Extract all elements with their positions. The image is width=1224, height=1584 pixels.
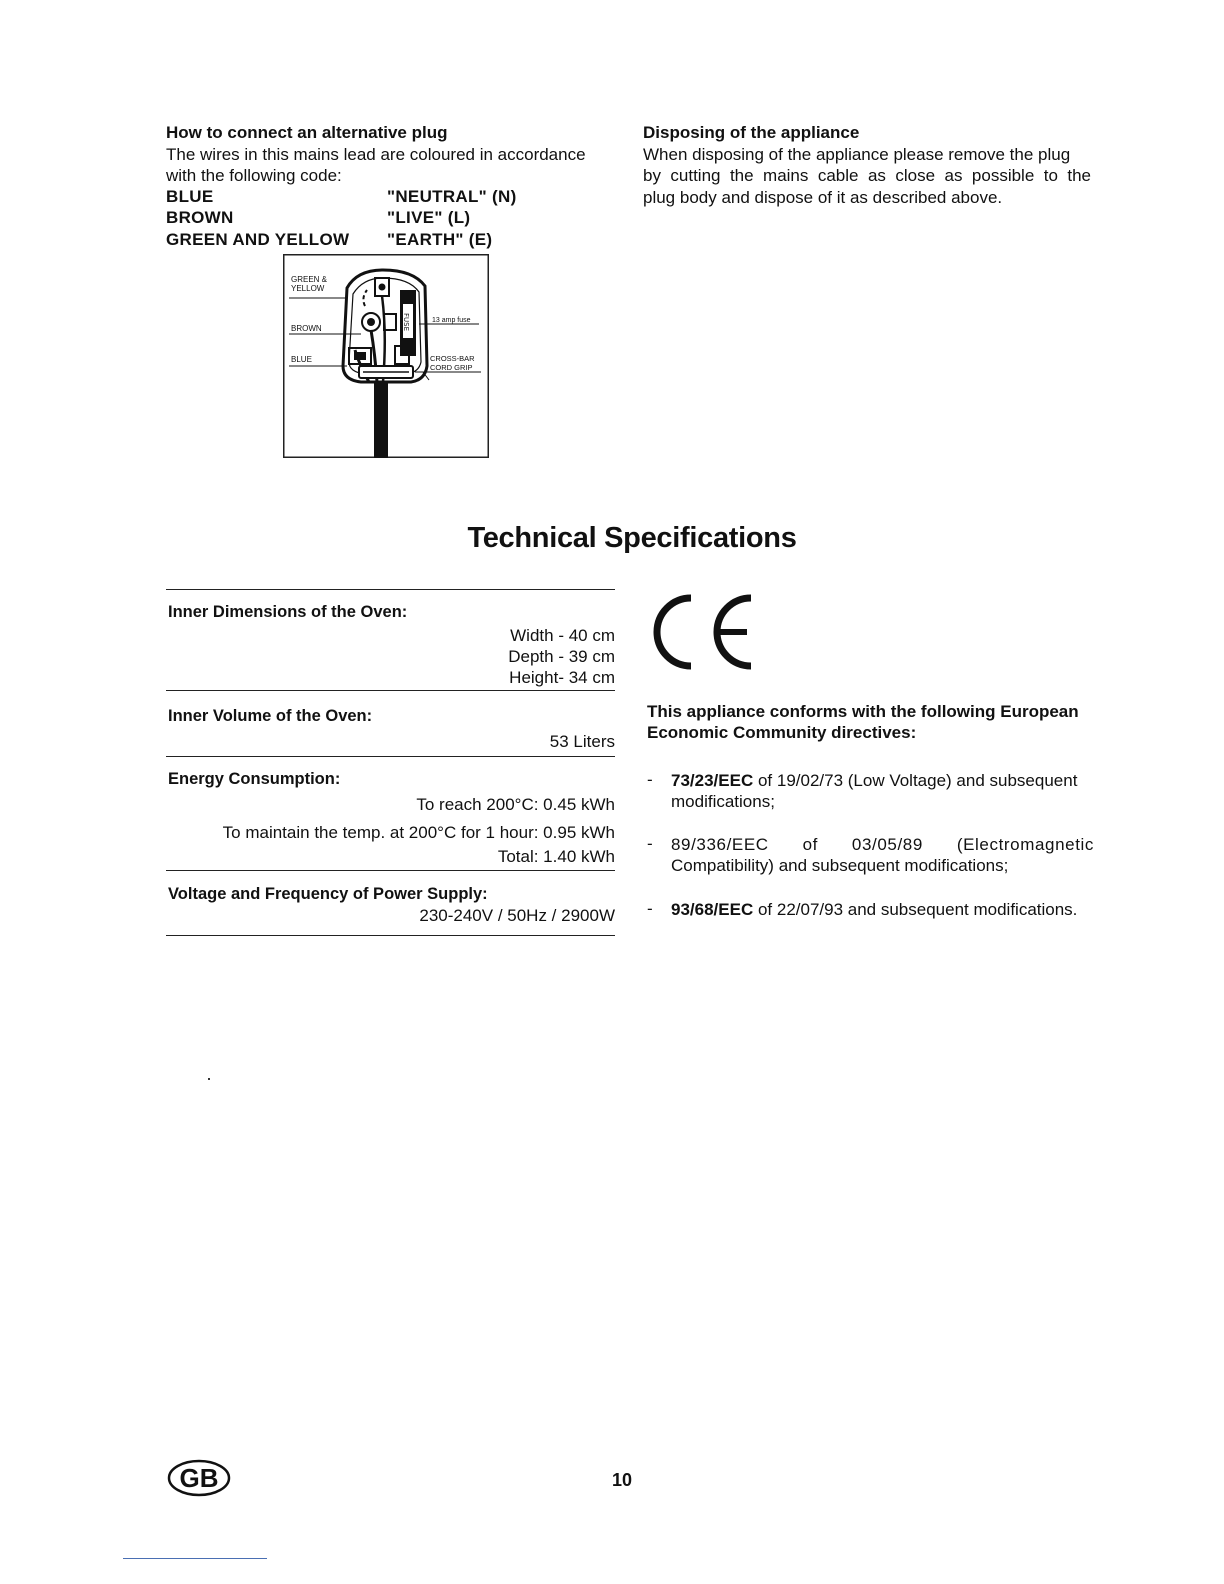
- country-badge: [167, 1459, 231, 1502]
- bottom-edge-line: [123, 1558, 267, 1559]
- spec-divider: [166, 690, 615, 691]
- bullet-marker: -: [647, 770, 653, 789]
- plug-intro-line2: with the following code:: [166, 166, 342, 185]
- wire-row-brown: [166, 208, 471, 228]
- directive-2-line1: 89/336/EEC of 03/05/89 (Electromagnetic: [671, 835, 1094, 854]
- page-number: 10: [612, 1470, 633, 1490]
- label-brown: BROWN: [291, 324, 322, 333]
- bullet-marker: -: [647, 834, 653, 853]
- wire-color: BLUE: [166, 187, 214, 206]
- spec-energy-heading: Energy Consumption:: [168, 770, 341, 788]
- disposal-line2: by cutting the mains cable as close as possible to the: [643, 166, 1091, 185]
- spec-width: Width - 40 cm: [510, 626, 615, 645]
- directive-1: [671, 770, 1094, 812]
- directive-3-rest: of 22/07/93 and subsequent modifications.: [753, 900, 1078, 919]
- wire-code: "NEUTRAL" (N): [387, 187, 517, 206]
- stray-dot: [208, 1078, 210, 1080]
- wire-color: BROWN: [166, 208, 234, 227]
- directive-1-line2: modifications;: [671, 792, 775, 811]
- label-fuse: 13 amp fuse: [432, 317, 471, 324]
- directive-3: [671, 899, 1094, 920]
- directive-2: [671, 834, 1094, 876]
- label-green-yellow-line1: GREEN &: [291, 275, 328, 284]
- plug-intro-line1: The wires in this mains lead are coloured in accordance: [166, 145, 586, 164]
- disposal-line3: plug body and dispose of it as described above.: [643, 188, 1003, 207]
- wire-row-blue: [166, 187, 517, 207]
- label-green-yellow-line2: YELLOW: [291, 284, 325, 293]
- directive-1-rest: of 19/02/73 (Low Voltage) and subsequent: [753, 771, 1078, 790]
- label-green-yellow: [291, 275, 327, 293]
- spec-divider: [166, 756, 615, 757]
- wire-row-green-yellow: [166, 230, 493, 250]
- directive-1-line1: [671, 770, 1094, 791]
- directive-1-code: 73/23/EEC: [671, 771, 754, 790]
- spec-divider: [166, 870, 615, 871]
- page-title: Technical Specifications: [467, 522, 797, 554]
- spec-height: Height- 34 cm: [509, 668, 615, 687]
- disposal-line1: When disposing of the appliance please remove the plug: [643, 145, 1071, 164]
- spec-energy-reach: To reach 200°C: 0.45 kWh: [416, 795, 615, 814]
- spec-power-heading: Voltage and Frequency of Power Supply:: [168, 885, 488, 903]
- spec-volume-heading: Inner Volume of the Oven:: [168, 707, 373, 725]
- wire-color: GREEN AND YELLOW: [166, 230, 350, 249]
- spec-divider: [166, 935, 615, 936]
- ce-mark-icon: [647, 590, 757, 679]
- ce-mark-text: [647, 590, 648, 591]
- plug-wiring-diagram: [283, 254, 489, 458]
- conformity-line2: Economic Community directives:: [647, 723, 917, 742]
- spec-volume: 53 Liters: [549, 732, 615, 751]
- directive-2-line2: Compatibility) and subsequent modifications;: [671, 856, 1009, 875]
- label-blue: BLUE: [291, 355, 312, 364]
- spec-energy-maintain: To maintain the temp. at 200°C for 1 hour: 0.95 kWh: [222, 823, 615, 842]
- spec-dimensions-heading: Inner Dimensions of the Oven:: [168, 603, 408, 621]
- wire-code: "EARTH" (E): [387, 230, 493, 249]
- svg-text:FUSE: FUSE: [402, 312, 410, 332]
- spec-energy-total: Total: 1.40 kWh: [497, 847, 615, 866]
- label-crossbar-line2: CORD GRIP: [430, 362, 473, 372]
- country-badge-label: GB: [179, 1463, 219, 1493]
- disposal-heading: Disposing of the appliance: [643, 123, 860, 142]
- directive-3-code: 93/68/EEC: [671, 900, 754, 919]
- spec-power: 230-240V / 50Hz / 2900W: [419, 906, 615, 925]
- plug-heading: How to connect an alternative plug: [166, 123, 448, 142]
- ce-mark-svg: [647, 590, 757, 674]
- bullet-marker: -: [647, 899, 653, 918]
- spec-depth: Depth - 39 cm: [508, 647, 615, 666]
- directive-3-line: [671, 899, 1094, 920]
- wire-code: "LIVE" (L): [387, 208, 471, 227]
- label-crossbar: [430, 355, 475, 372]
- label-crossbar-line1: CROSS-BAR: [430, 354, 475, 363]
- conformity-line1: This appliance conforms with the following European: [647, 702, 1079, 721]
- spec-divider: [166, 589, 615, 590]
